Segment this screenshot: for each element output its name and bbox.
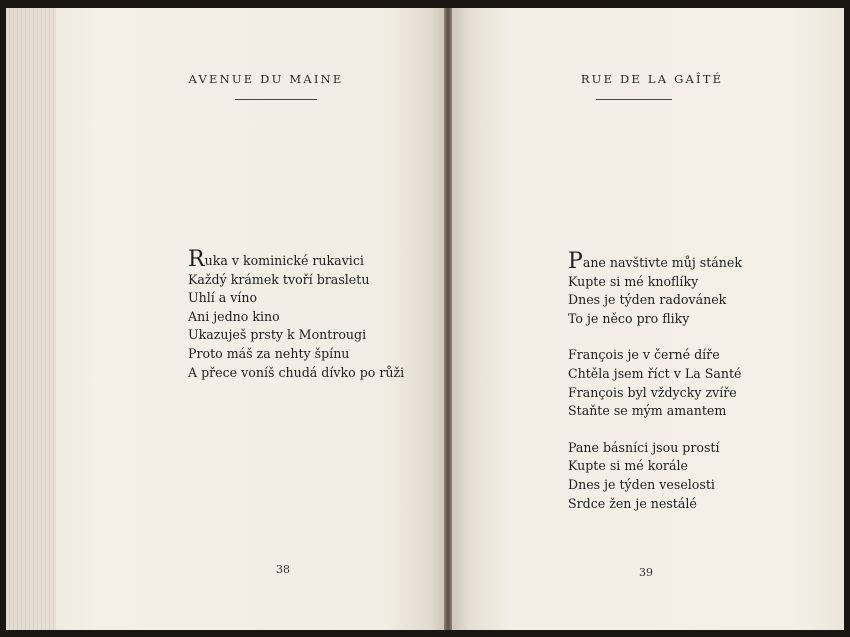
open-book-spread: [6, 8, 844, 630]
right-heading-rule: [596, 99, 672, 100]
right-page: [452, 8, 844, 630]
left-page-heading: AVENUE DU MAINE: [188, 72, 344, 86]
poem-line: Kupte si mé knoflíky: [568, 273, 699, 289]
page-edges: [6, 8, 56, 630]
poem-line: Proto máš za nehty špínu: [188, 345, 350, 361]
poem-stanza: [568, 439, 742, 513]
right-page-number: 39: [639, 566, 653, 579]
poem-line: François byl vždycky zvíře: [568, 384, 737, 400]
poem-line: Ukazuješ prsty k Montrougi: [188, 327, 367, 343]
poem-line: François je v černé díře: [568, 347, 720, 363]
poem-line: A přece voníš chudá dívko po růži: [188, 364, 405, 380]
poem-line: Dnes je týden veselosti: [568, 476, 715, 492]
poem-line: To je něco pro fliky: [568, 310, 690, 326]
right-poem: [568, 249, 742, 531]
left-page-number: 38: [276, 563, 290, 576]
poem-stanza: [568, 346, 742, 420]
book-gutter: [444, 8, 452, 630]
poem-line: Pane básníci jsou prostí: [568, 439, 720, 455]
poem-line: Srdce žen je nestálé: [568, 495, 697, 511]
poem-line: Uhlí a víno: [188, 290, 258, 306]
poem-line: Dnes je týden radovánek: [568, 292, 727, 308]
poem-line: Chtěla jsem říct v La Santé: [568, 365, 742, 381]
poem-line: Každý krámek tvoří brasletu: [188, 271, 370, 287]
poem-line: Staňte se mým amantem: [568, 403, 727, 419]
right-page-heading: RUE DE LA GAÎTÉ: [580, 72, 724, 86]
left-poem: [188, 247, 405, 382]
drop-cap: R: [188, 247, 205, 272]
poem-line: Ruka v kominické rukavici: [188, 247, 364, 272]
drop-cap: P: [568, 249, 583, 274]
poem-line: Kupte si mé korále: [568, 458, 688, 474]
poem-stanza: [568, 249, 742, 328]
left-heading-rule: [235, 99, 317, 100]
left-page: [6, 8, 444, 630]
poem-line: Ani jedno kino: [188, 308, 280, 324]
poem-line: Pane navštivte můj stánek: [568, 249, 742, 274]
